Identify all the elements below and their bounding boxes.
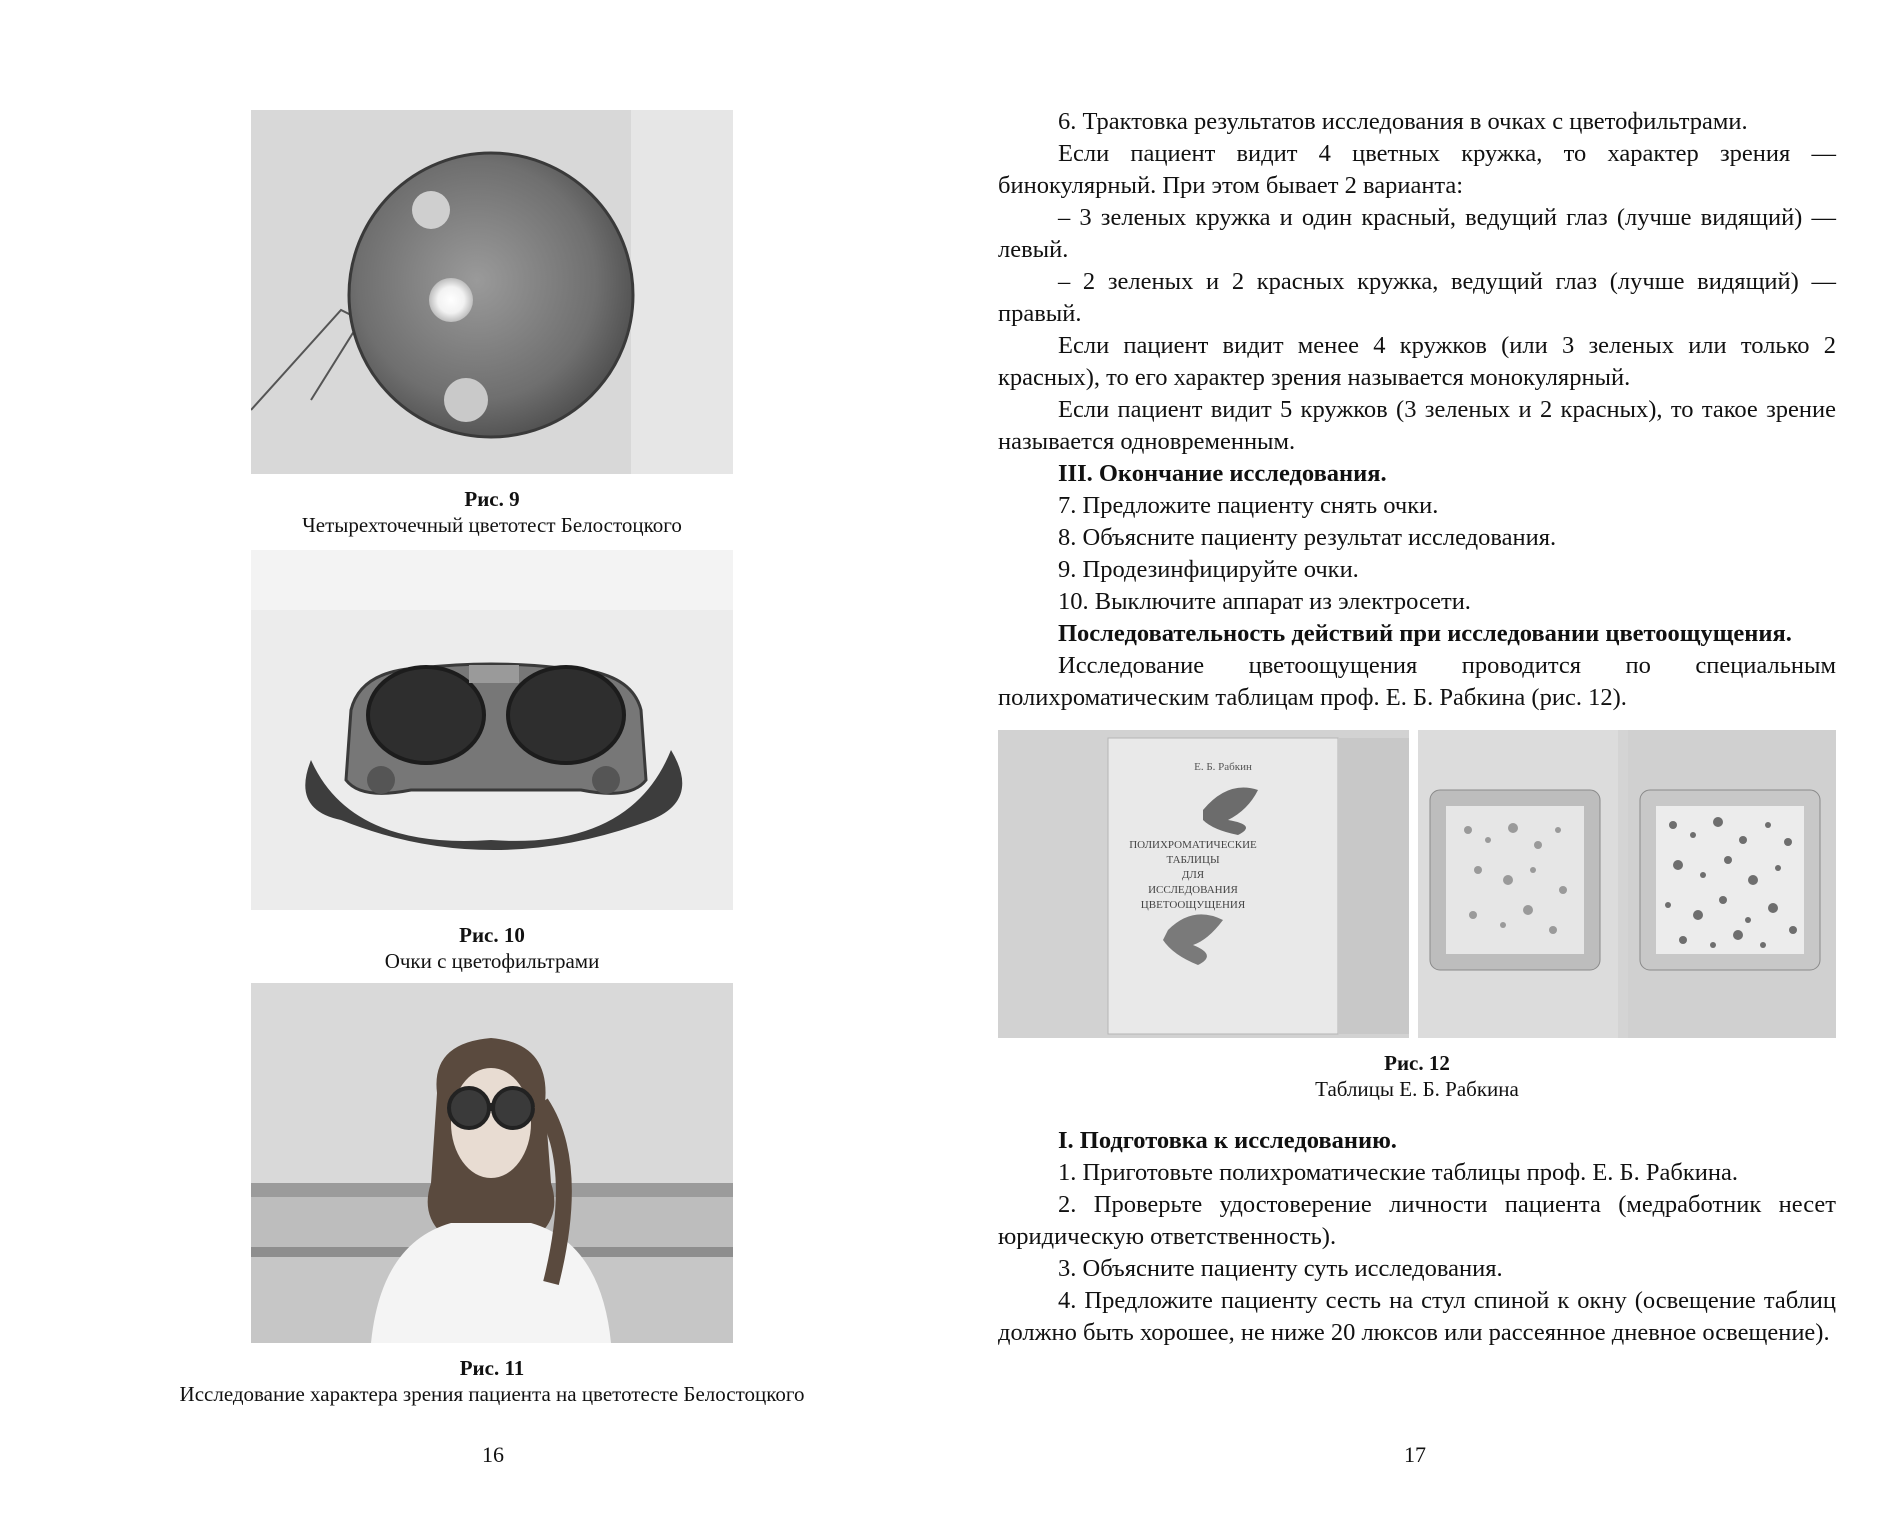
page-number-17: 17 — [1404, 1442, 1426, 1467]
color-test-disc-photo — [251, 110, 733, 474]
color-test-disc-illustration — [251, 110, 733, 474]
step-9: 9. Продезинфицируйте очки. — [1058, 556, 1359, 583]
paragraph-binocular: Если пациент видит 4 цветных кружка, то характер зрения — бинокулярный. При этом бывает 2 варианта: — [998, 140, 1836, 199]
step-8: 8. Объясните пациенту результат исследования. — [1058, 524, 1557, 551]
figure-9 — [120, 110, 864, 539]
tables-open-illustration — [1418, 730, 1836, 1038]
prep-step-2: 2. Проверьте удостоверение личности пациента (медработник несет юридическую ответственность). — [998, 1191, 1836, 1250]
book-title-line-2: ТАБЛИЦЫ — [1166, 854, 1220, 866]
text-before-figure — [998, 106, 1836, 714]
prep-step-4: 4. Предложите пациенту сесть на стул спиной к окну (освещение таблиц должно быть хорошее, не ниже 20 люксов или рассеянное дневное освещение). — [998, 1287, 1836, 1346]
figure-12-label: Рис. 12 — [1384, 1051, 1450, 1075]
step-10: 10. Выключите аппарат из электросети. — [1058, 588, 1471, 615]
figure-9-caption: Четырехточечный цветотест Белостоцкого — [302, 513, 682, 537]
figure-12-caption: Таблицы Е. Б. Рабкина — [1315, 1077, 1519, 1101]
paragraph-variant-right: – 2 зеленых и 2 красных кружка, ведущий глаз (лучше видящий) — правый. — [998, 268, 1836, 327]
figure-12-images — [998, 730, 1836, 1038]
figure-11 — [120, 983, 864, 1408]
paragraph-rabkin-tables-intro: Исследование цветоощущения проводится по специальным полихроматическим таблицам проф. Е. Б. Рабкина (рис. 12). — [998, 652, 1836, 711]
prep-step-1: 1. Приготовьте полихроматические таблицы проф. Е. Б. Рабкина. — [1058, 1159, 1738, 1186]
patient-illustration — [251, 983, 733, 1343]
patient-wearing-goggles-photo — [251, 983, 733, 1343]
step-7: 7. Предложите пациенту снять очки. — [1058, 492, 1439, 519]
right-page — [998, 106, 1836, 1349]
prep-step-3: 3. Объясните пациенту суть исследования. — [1058, 1255, 1503, 1282]
paragraph-variant-left: – 3 зеленых кружка и один красный, ведущий глаз (лучше видящий) — левый. — [998, 204, 1836, 263]
color-filter-goggles-photo — [251, 550, 733, 910]
figure-11-caption: Исследование характера зрения пациента на цветотесте Белостоцкого — [179, 1382, 805, 1406]
rabkin-book-cover-photo — [998, 730, 1409, 1038]
book-title-line-3: ДЛЯ — [1181, 869, 1205, 881]
book-author-text: Е. Б. Рабкин — [1194, 761, 1252, 773]
book-cover-illustration — [998, 730, 1409, 1038]
figure-10-label: Рис. 10 — [459, 923, 525, 947]
page-number-16: 16 — [482, 1442, 504, 1467]
heading-color-perception-sequence: Последовательность действий при исследовании цветоощущения. — [1058, 620, 1792, 647]
paragraph-6-interpretation: 6. Трактовка результатов исследования в очках с цветофильтрами. — [1058, 108, 1748, 135]
figure-12-caption-block — [998, 1050, 1836, 1103]
heading-preparation: I. Подготовка к исследованию. — [1058, 1127, 1397, 1154]
figure-10 — [120, 550, 864, 975]
book-title-line-1: ПОЛИХРОМАТИЧЕСКИЕ — [1129, 839, 1257, 851]
paragraph-monocular: Если пациент видит менее 4 кружков (или 3 зеленых или только 2 красных), то его характер зрения называется монокулярный. — [998, 332, 1836, 391]
text-after-figure — [998, 1125, 1836, 1349]
goggles-illustration — [251, 550, 733, 910]
figure-10-caption: Очки с цветофильтрами — [384, 949, 600, 973]
book-title-line-4: ИССЛЕДОВАНИЯ — [1148, 884, 1238, 896]
rabkin-tables-open-photo — [1418, 730, 1836, 1038]
paragraph-simultaneous: Если пациент видит 5 кружков (3 зеленых и 2 красных), то такое зрение называется одновременным. — [998, 396, 1836, 455]
figure-11-label: Рис. 11 — [459, 1356, 525, 1380]
figure-9-label: Рис. 9 — [464, 487, 520, 511]
heading-end-of-examination: III. Окончание исследования. — [1058, 460, 1387, 487]
book-title-line-5: ЦВЕТООЩУЩЕНИЯ — [1140, 899, 1246, 911]
